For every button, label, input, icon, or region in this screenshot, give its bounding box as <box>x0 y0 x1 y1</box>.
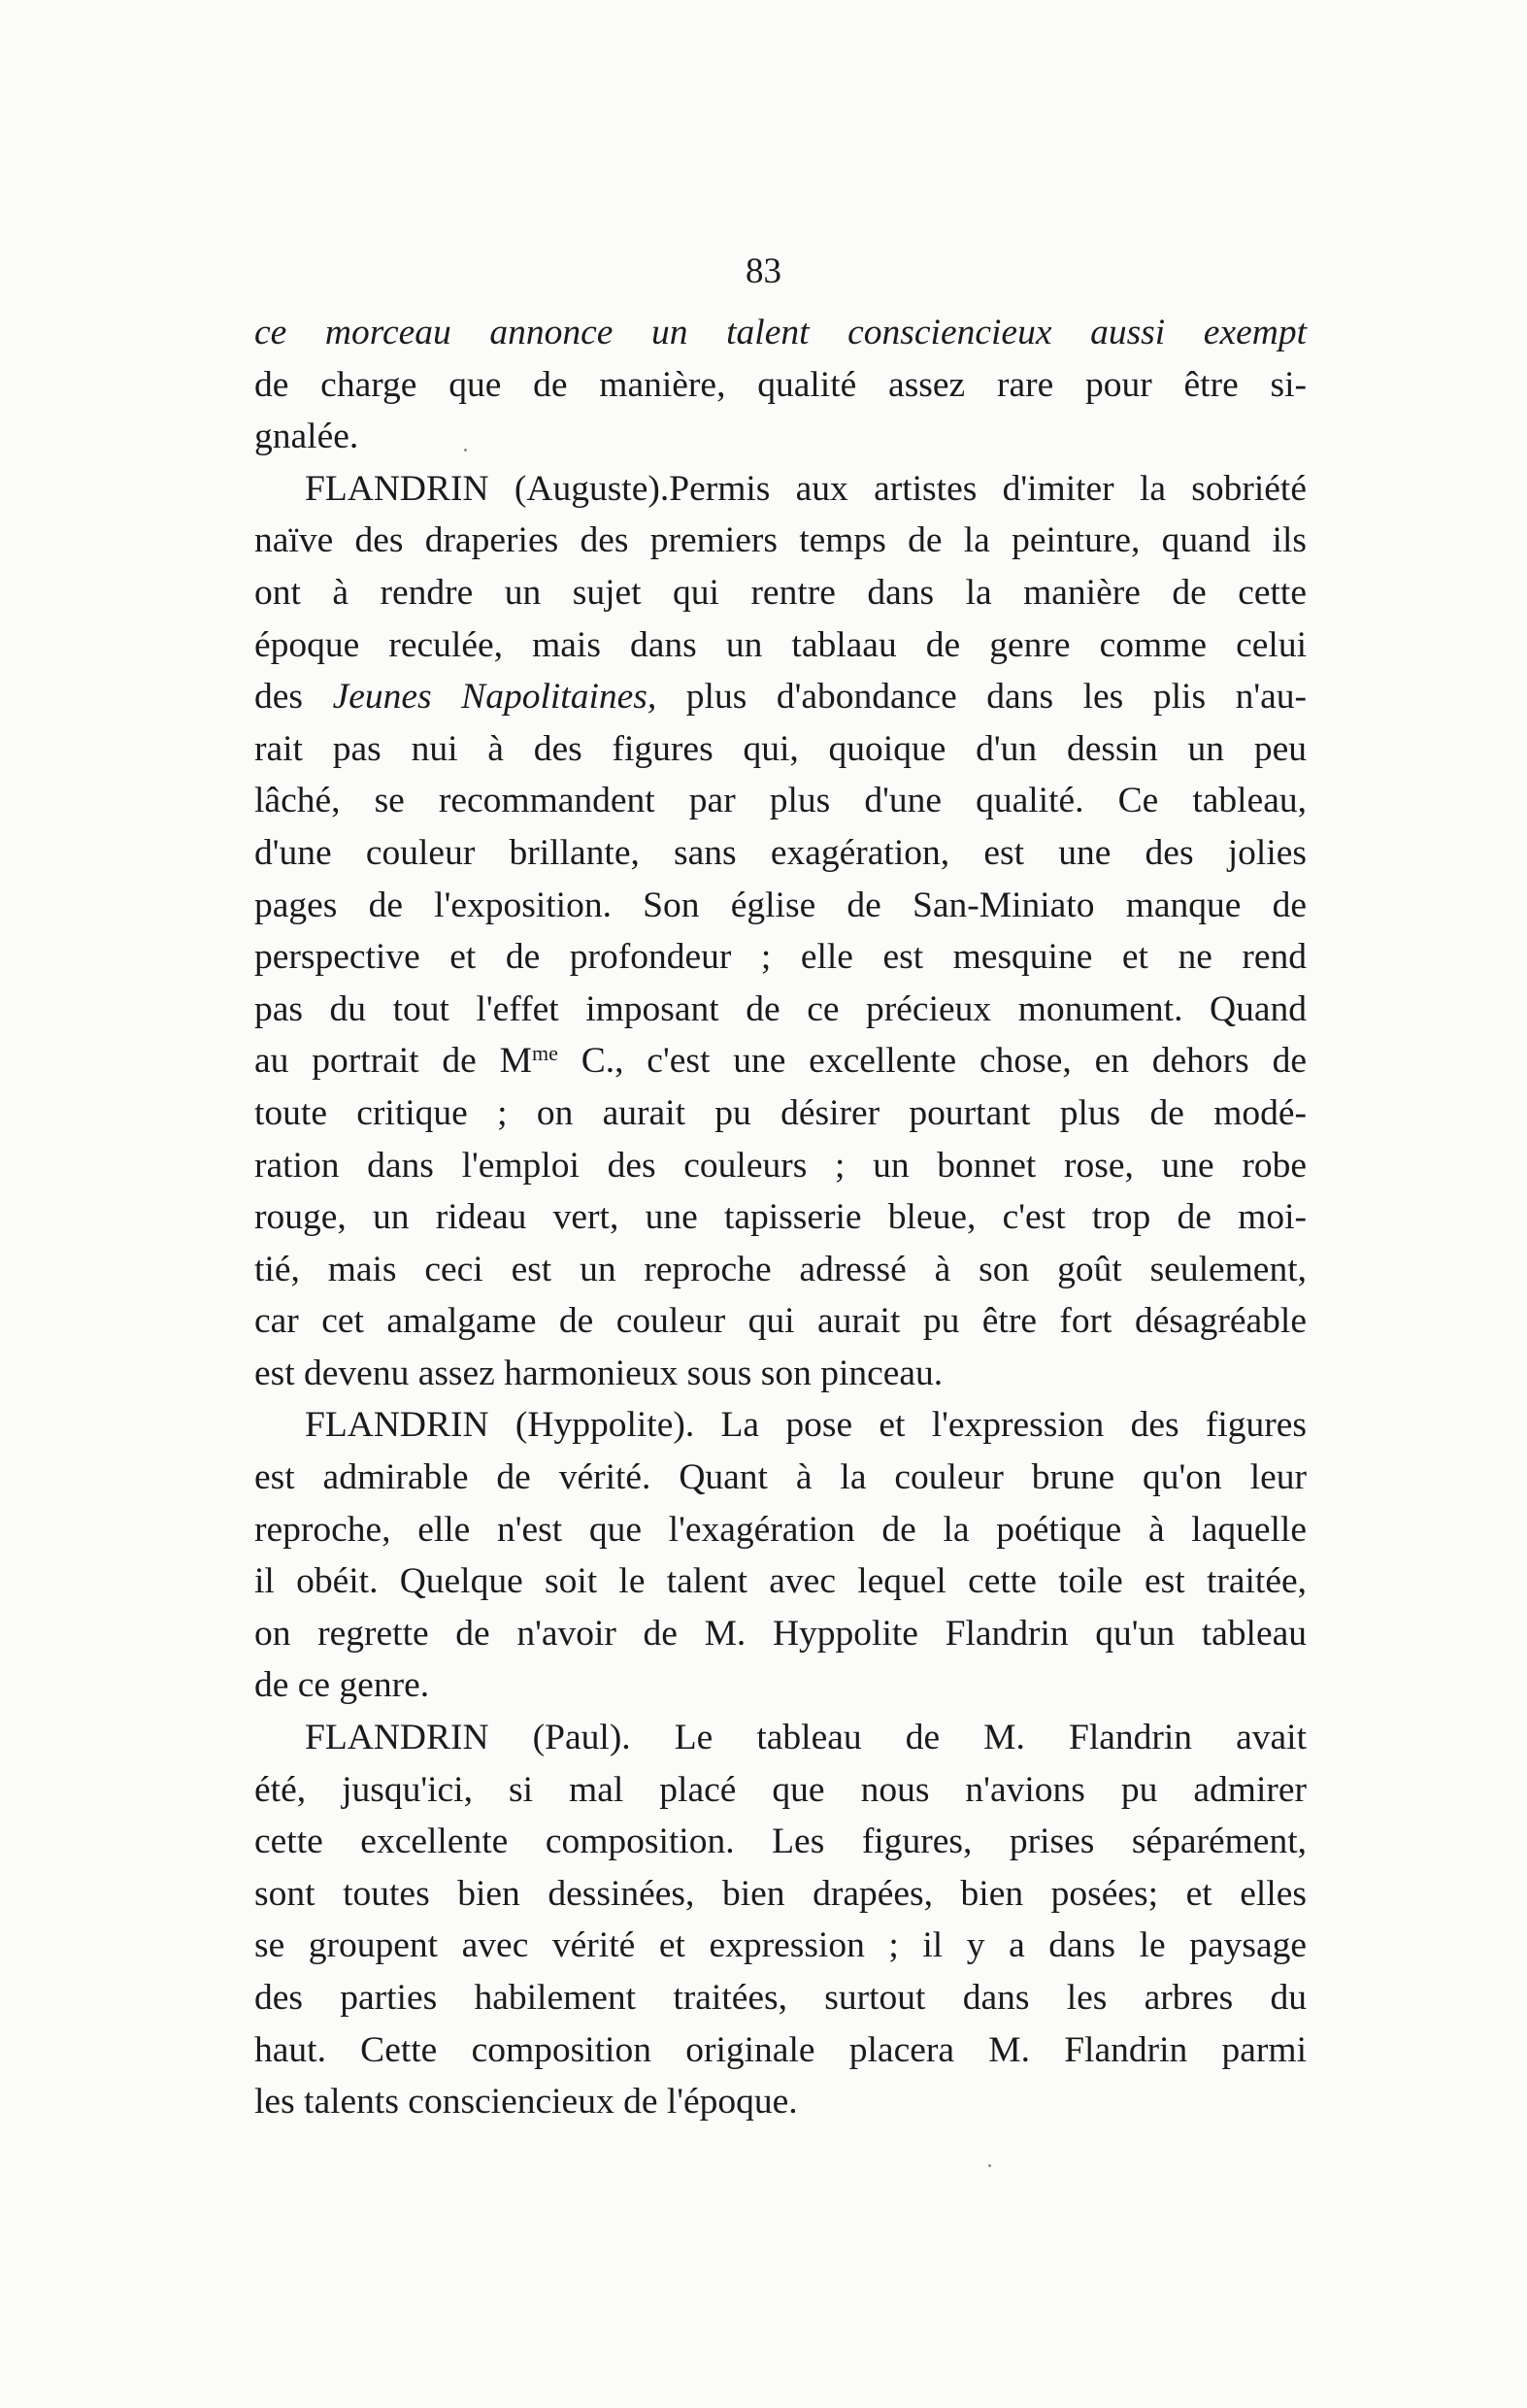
text-segment: plus d'abondance dans les plis n'au- <box>656 677 1308 718</box>
text-line: pas du tout l'effet imposant de ce précieux monument. Quand <box>254 988 1307 1029</box>
text-line: FLANDRIN (Hyppolite). La pose et l'expression des figures <box>305 1405 1307 1446</box>
text-line: été, jusqu'ici, si mal placé que nous n'avions pu admirer <box>254 1769 1307 1810</box>
paper-speck <box>464 449 467 452</box>
text-line: toute critique ; on aurait pu désirer pourtant plus de modé- <box>254 1092 1307 1133</box>
text-line: ont à rendre un sujet qui rentre dans la manière de cette <box>254 572 1307 613</box>
text-line: des parties habilement traitées, surtout dans les arbres du <box>254 1978 1307 2018</box>
text-line: est admirable de vérité. Quant à la couleur brune qu'on leur <box>254 1457 1307 1498</box>
text-line: FLANDRIN (Auguste).Permis aux artistes d'imiter la sobriété <box>305 468 1307 509</box>
text-line: ration dans l'emploi des couleurs ; un bonnet rose, une robe <box>254 1145 1307 1186</box>
superscript: me <box>532 1041 558 1066</box>
text-segment: des <box>254 677 333 718</box>
text-line: les talents consciencieux de l'époque. <box>254 2082 798 2123</box>
text-line: pages de l'exposition. Son église de San-Miniato manque de <box>254 885 1307 925</box>
text-line: FLANDRIN (Paul). Le tableau de M. Flandrin avait <box>305 1718 1307 1758</box>
text-line: reproche, elle n'est que l'exagération de la poétique à laquelle <box>254 1509 1307 1550</box>
text-line: de charge que de manière, qualité assez rare pour être si- <box>254 364 1307 405</box>
body-text <box>254 307 1307 2128</box>
text-line: rouge, un rideau vert, une tapisserie bleue, c'est trop de moi- <box>254 1197 1307 1238</box>
text-line: d'une couleur brillante, sans exagération, est une des jolies <box>254 832 1307 873</box>
text-line: de ce genre. <box>254 1665 430 1706</box>
page-number: 83 <box>746 251 781 291</box>
text-line: ce morceau annonce un talent consciencieux aussi exempt <box>254 313 1307 352</box>
text-line: haut. Cette composition originale placera M. Flandrin parmi <box>254 2029 1307 2070</box>
text-line: lâché, se recommandent par plus d'une qualité. Ce tableau, <box>254 781 1307 821</box>
text-line: car cet amalgame de couleur qui aurait pu être fort désagréable <box>254 1301 1307 1342</box>
text-line: se groupent avec vérité et expression ; il y a dans le paysage <box>254 1925 1307 1966</box>
paper-speck <box>988 2164 991 2167</box>
italic-title: Jeunes Napolitaines, <box>332 677 657 718</box>
text-line: naïve des draperies des premiers temps de la peinture, quand ils <box>254 520 1307 561</box>
text-line <box>254 671 1307 723</box>
text-line: époque reculée, mais dans un tablaau de genre comme celui <box>254 624 1307 665</box>
text-line: gnalée. <box>254 417 359 457</box>
text-line: tié, mais ceci est un reproche adressé à son goût seulement, <box>254 1249 1307 1289</box>
text-line: est devenu assez harmonieux sous son pinceau. <box>254 1353 944 1393</box>
text-line <box>254 1035 1307 1087</box>
text-segment: au portrait de M <box>254 1041 532 1082</box>
text-line: sont toutes bien dessinées, bien drapées, bien posées; et elles <box>254 1873 1307 1914</box>
text-segment: C., c'est une excellente chose, en dehors de <box>557 1041 1307 1082</box>
text-line: cette excellente composition. Les figures, prises séparément, <box>254 1822 1307 1862</box>
text-line: on regrette de n'avoir de M. Hyppolite Flandrin qu'un tableau <box>254 1613 1307 1654</box>
text-line: perspective et de profondeur ; elle est mesquine et ne rend <box>254 937 1307 978</box>
text-line: il obéit. Quelque soit le talent avec lequel cette toile est traitée, <box>254 1561 1307 1602</box>
text-line: rait pas nui à des figures qui, quoique d'un dessin un peu <box>254 728 1307 769</box>
